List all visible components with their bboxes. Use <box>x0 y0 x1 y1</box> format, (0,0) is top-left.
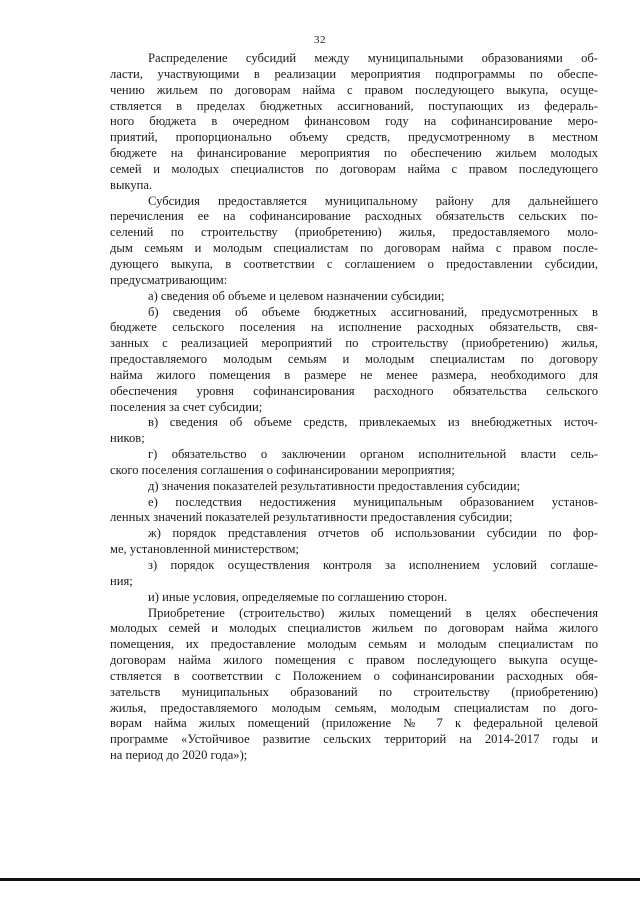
text-line: занных с реализацией мероприятий по строительству (приобретению) жилья, <box>110 336 598 351</box>
list-item-g <box>110 447 598 479</box>
text-line: предусматривающим: <box>110 272 228 287</box>
paragraph-housing-acquisition <box>110 606 598 764</box>
text-line: а) сведения об объеме и целевом назначении субсидии; <box>148 288 445 303</box>
text-line: и) иные условия, определяемые по соглашению сторон. <box>148 589 448 604</box>
text-line: чению жильем по договорам найма с правом последующего выкупа, осуще- <box>110 82 598 97</box>
text-line: ствляется в соответствии с Положением о софинансировании расходных обя- <box>110 668 598 683</box>
list-item-i <box>110 590 598 606</box>
text-line: перечисления ее на софинансирование расходных обязательств сельских по- <box>110 209 598 224</box>
text-line: приятий, пропорционально объему средств, предусмотренному в местном <box>110 130 598 145</box>
text-line: молодых семей и молодых специалистов жильем по договорам найма жилого <box>110 621 598 636</box>
text-line: Субсидия предоставляется муниципальному району для дальнейшего <box>148 193 598 208</box>
list-item-z <box>110 558 598 590</box>
list-item-a <box>110 289 598 305</box>
text-line: д) значения показателей результативности предоставления субсидии; <box>148 478 521 493</box>
list-item-d <box>110 479 598 495</box>
text-line: в) сведения об объеме средств, привлекаемых из внебюджетных источ- <box>148 415 598 430</box>
text-line: ного бюджета в очередном финансовом году на софинансирование меро- <box>110 114 598 129</box>
list-item-zh <box>110 526 598 558</box>
text-line: бюджете на финансирование мероприятия по обеспечению жильем молодых <box>110 146 598 161</box>
bottom-rule <box>0 878 640 881</box>
text-line: выкупа. <box>110 177 153 192</box>
text-line: найма жилого помещения в размере не менее размера, необходимого для <box>110 367 598 382</box>
text-line: ж) порядок представления отчетов об использовании субсидии по фор- <box>148 526 598 541</box>
paragraph-subsidy-distribution <box>110 51 598 194</box>
text-line: ния; <box>110 573 133 588</box>
text-line: ского поселения соглашения о софинансировании мероприятия; <box>110 462 455 477</box>
text-line: ников; <box>110 431 145 446</box>
text-line: Распределение субсидий между муниципальными образованиями об- <box>148 51 598 65</box>
text-line: договорам найма жилого помещения с правом последующего выкупа осуще- <box>110 653 598 668</box>
text-line: Приобретение (строительство) жилых помещений в целях обеспечения <box>148 605 598 620</box>
text-line: на период до 2020 года»); <box>110 748 248 763</box>
paragraph-subsidy-provision <box>110 194 598 289</box>
text-line: дующего выкупа, в соответствии с соглашением о предоставлении субсидии, <box>110 256 598 271</box>
text-line: ствляется в пределах бюджетных ассигнований, поступающих из федераль- <box>110 98 598 113</box>
text-line: семей и молодых специалистов по договорам найма с правом последующего <box>110 161 598 176</box>
text-line: ворам найма жилых помещений (приложение № 7 к федеральной целевой <box>110 716 598 731</box>
text-line: ласти, участвующими в реализации мероприятия подпрограммы по обеспе- <box>110 66 598 81</box>
text-line: программе «Устойчивое развитие сельских территорий на 2014-2017 годы и <box>110 732 598 747</box>
text-line: жилья, предоставляемого молодым семьям, молодым специалистам по дого- <box>110 700 598 715</box>
text-line: помещения, их предоставление молодым семьям и молодым специалистам по <box>110 637 598 652</box>
text-line: селений по строительству (приобретению) жилья, предоставляемого моло- <box>110 225 598 240</box>
text-line: е) последствия недостижения муниципальным образованием установ- <box>148 494 598 509</box>
text-line: бюджете сельского поселения на исполнение расходных обязательств, свя- <box>110 320 598 335</box>
page-number: 32 <box>314 34 326 46</box>
list-item-e <box>110 495 598 527</box>
text-line: ленных значений показателей результативности предоставления субсидии; <box>110 510 513 525</box>
text-line: з) порядок осуществления контроля за исполнением условий соглаше- <box>148 558 598 572</box>
text-line: предоставляемого молодым семьям и молодым специалистам по договору <box>110 352 598 367</box>
document-body <box>110 51 598 764</box>
text-line: дым семьям и молодым специалистам по договорам найма с правом после- <box>110 241 598 256</box>
text-line: г) обязательство о заключении органом исполнительной власти сель- <box>148 447 598 462</box>
text-line: зательств муниципальных образований по строительству (приобретению) <box>110 684 598 699</box>
text-line: поселения за счет субсидии; <box>110 399 263 414</box>
list-item-v <box>110 415 598 447</box>
text-line: ме, установленной министерством; <box>110 542 299 557</box>
list-item-b <box>110 305 598 416</box>
text-line: обеспечения уровня софинансирования расходного обязательства сельского <box>110 383 598 398</box>
text-line: б) сведения об объеме бюджетных ассигнований, предусмотренных в <box>148 304 598 319</box>
